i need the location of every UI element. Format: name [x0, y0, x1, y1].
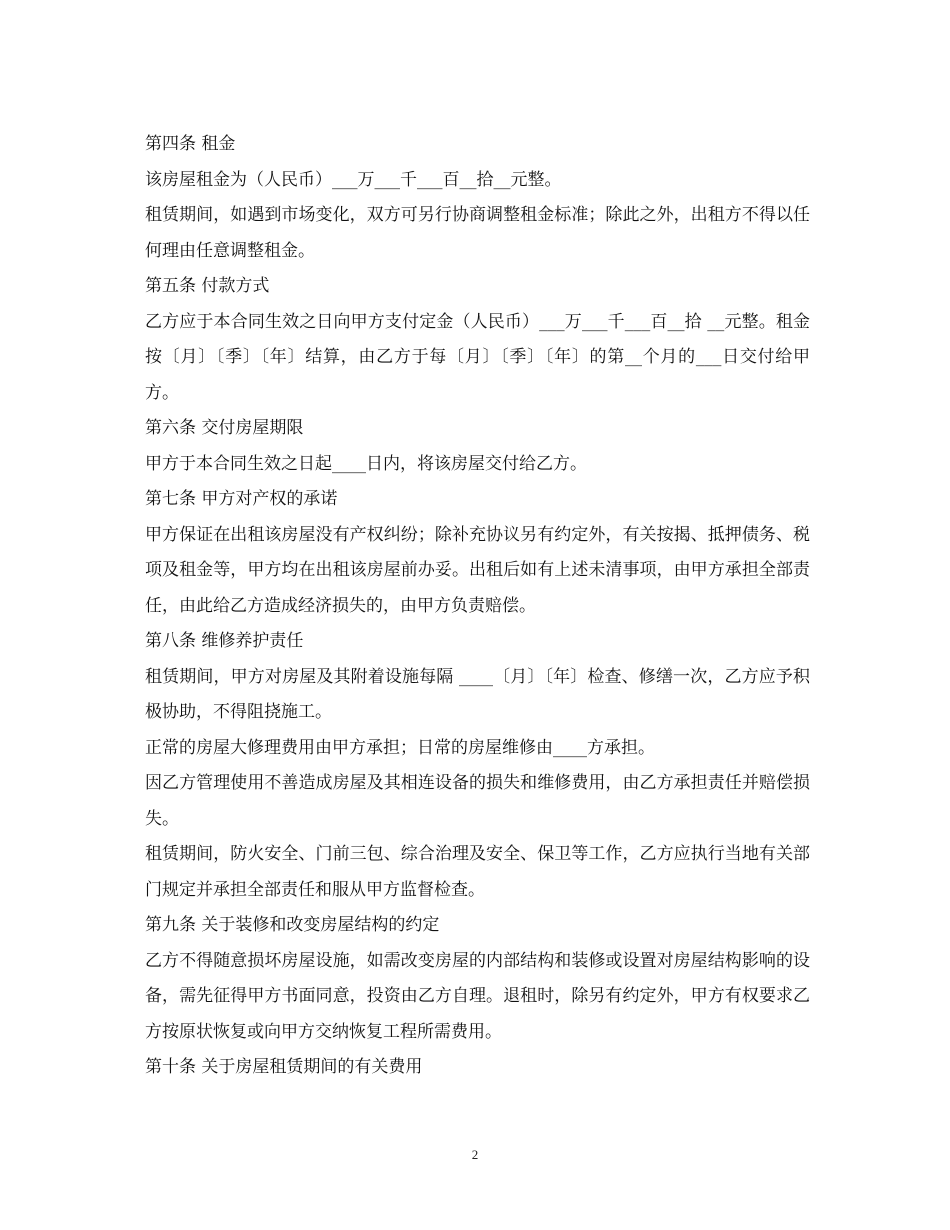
- article-9-heading: 第九条 关于装修和改变房屋结构的约定: [145, 915, 440, 935]
- paragraph: 租赁期间，如遇到市场变化，双方可另行协商调整租金标准；除此之外，出租方不得以任何理由任意调整租金。: [145, 205, 810, 261]
- paragraph: 租赁期间，防火安全、门前三包、综合治理及安全、保卫等工作，乙方应执行当地有关部门规定并承担全部责任和服从甲方监督检查。: [145, 844, 810, 900]
- paragraph: 乙方不得随意损坏房屋设施，如需改变房屋的内部结构和装修或设置对房屋结构影响的设备，需先征得甲方书面同意，投资由乙方自理。退租时，除另有约定外，甲方有权要求乙方按原状恢复或向甲方交纳恢复工程所需费用。: [145, 950, 810, 1042]
- article-7-heading: 第七条 甲方对产权的承诺: [145, 489, 338, 509]
- document-body: [145, 127, 810, 1086]
- paragraph: 甲方保证在出租该房屋没有产权纠纷；除补充协议另有约定外，有关按揭、抵押债务、税项及租金等，甲方均在出租该房屋前办妥。出租后如有上述未清事项，由甲方承担全部责任，由此给乙方造成经济损失的，由甲方负责赔偿。: [145, 524, 810, 616]
- paragraph: 该房屋租金为（人民币）___万___千___百__拾__元整。: [145, 169, 562, 190]
- article-4-heading: 第四条 租金: [145, 134, 236, 154]
- article-10-heading: 第十条 关于房屋租赁期间的有关费用: [145, 1057, 423, 1077]
- article-6-heading: 第六条 交付房屋期限: [145, 418, 304, 438]
- paragraph: 乙方应于本合同生效之日向甲方支付定金（人民币）___万___千___百__拾 __元整。租金按〔月〕〔季〕〔年〕结算，由乙方于每〔月〕〔季〕〔年〕的第__个月的___日交付给甲方。: [145, 311, 810, 403]
- paragraph: 因乙方管理使用不善造成房屋及其相连设备的损失和维修费用，由乙方承担责任并赔偿损失。: [145, 773, 810, 829]
- article-8-heading: 第八条 维修养护责任: [145, 631, 304, 651]
- paragraph: 正常的房屋大修理费用由甲方承担；日常的房屋维修由____方承担。: [145, 737, 655, 758]
- paragraph: 租赁期间，甲方对房屋及其附着设施每隔 ____〔月〕〔年〕检查、修缮一次，乙方应予积极协助，不得阻挠施工。: [145, 666, 810, 722]
- article-5-heading: 第五条 付款方式: [145, 276, 270, 296]
- page-number: 2: [471, 1147, 479, 1162]
- paragraph: 甲方于本合同生效之日起____日内，将该房屋交付给乙方。: [145, 453, 587, 474]
